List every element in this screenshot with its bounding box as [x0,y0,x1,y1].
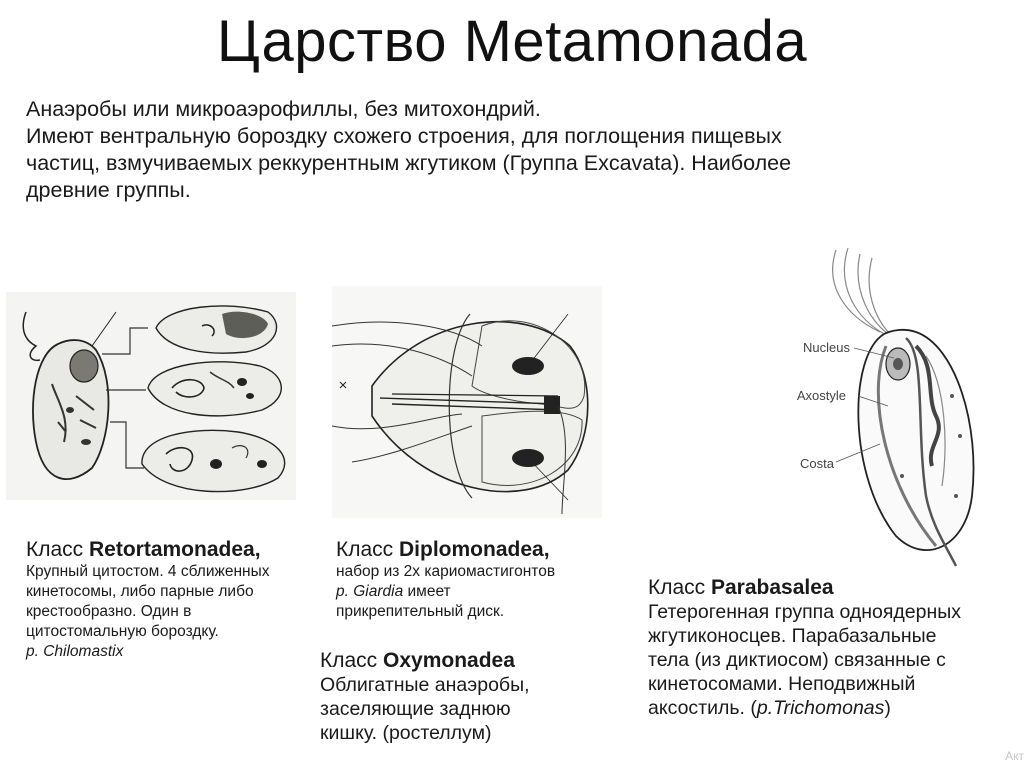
class-suffix: , [543,538,550,561]
diplomonadea-illustration [332,286,602,518]
class-description [26,562,326,662]
class-name: Oxymonadea [383,649,515,672]
axostyle-label: Axostyle [796,388,846,403]
intro-line: Имеют вентральную бороздку схожего строения, для поглощения пищевых [26,124,782,148]
description-line: жгутиконосцев. Парабазальные [648,625,937,647]
class-prefix: Класс [26,538,89,561]
class-prefix: Класс [320,649,383,672]
class-oxymonadea [320,648,650,745]
intro-line: древние группы. [26,178,191,202]
retortamonadea-illustration [6,292,296,500]
description-line: кишку. (ростеллум) [320,722,492,744]
description-line: Гетерогенная группа одноядерных [648,601,962,623]
class-title [648,575,1018,600]
class-prefix: Класс [336,538,399,561]
intro-text [26,96,986,204]
description-line: крестообразно. Один в [26,603,192,620]
class-title [320,648,650,673]
class-prefix: Класс [648,576,711,599]
page-title: Царство Metamonada [216,9,808,74]
costa-label: Costa [800,456,834,471]
genus-example: р. Chilomastix [26,643,124,660]
description-line: цитостомальную бороздку. [26,623,219,640]
description-line: Облигатные анаэробы, [320,674,530,696]
class-name: Diplomonadea [399,538,544,561]
class-diplomonadea [336,537,636,622]
genus-example: p.Trichomonas [756,697,885,719]
description-line: ) [884,697,891,719]
description-line: прикрепительный диск. [336,603,505,620]
nucleus-label: Nucleus [803,340,850,355]
class-name: Retortamonadea [89,538,255,561]
trichomonas-illustration [776,246,1020,576]
class-title [26,537,326,562]
class-parabasalea [648,575,1018,720]
description-line: кинетосомами. Неподвижный [648,673,916,695]
description-line: имеет [403,583,451,600]
description-line: кинетосомы, либо парные либо [26,583,254,600]
description-line: набор из 2х кариомастигонтов [336,563,556,580]
class-name: Parabasalea [711,576,834,599]
intro-line: Анаэробы или микроаэрофиллы, без митохондрий. [26,97,541,121]
class-retortamonadea [26,537,326,662]
class-description [648,600,1018,720]
description-line: аксостиль. ( [648,697,757,719]
class-suffix: , [254,538,261,561]
description-line: заселяющие заднюю [320,698,511,720]
class-description [336,562,636,622]
intro-line: частиц, взмучиваемых реккурентным жгутиком (Группа Excavata). Наиболее [26,151,792,175]
watermark: Акт [1005,749,1024,763]
description-line: тела (из диктиосом) связанные с [648,649,946,671]
class-description [320,673,650,745]
class-title [336,537,636,562]
description-line: Крупный цитостом. 4 сближенных [26,563,270,580]
genus-example: р. Giardia [336,583,404,600]
